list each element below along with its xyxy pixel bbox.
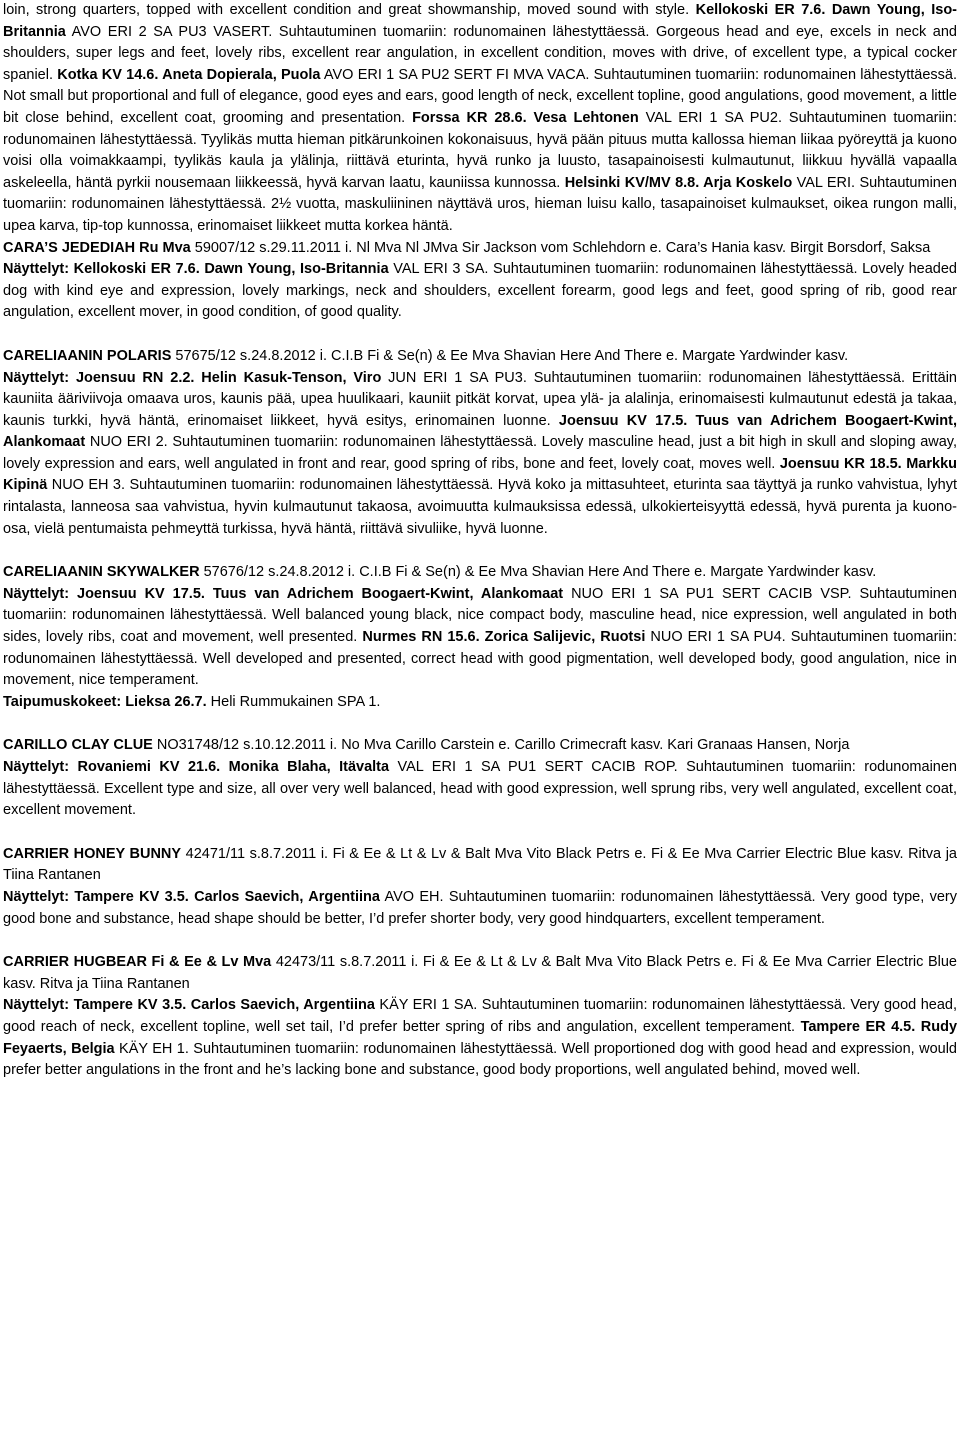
- bold-text-run: Nurmes RN 15.6. Zorica Salijevic, Ruotsi: [362, 629, 646, 646]
- text-run: NO31748/12 s.10.12.2011 i. No Mva Carillo Carstein e. Carillo Crimecraft kasv. Kari Granaas Hansen, Norja: [152, 737, 850, 754]
- text-paragraph: [3, 692, 957, 714]
- text-paragraph: [3, 584, 957, 692]
- bold-text-run: CARELIAANIN SKYWALKER: [3, 564, 200, 581]
- paragraph-gap: [3, 324, 957, 346]
- text-run: AVO EH. Suhtautuminen tuomariin: rodunomainen lähestyttäessä. Very good type, very good bone and substance, head shape should be better, I’d prefer shorter body, very good hindquarters, excellent temperament.: [3, 888, 958, 927]
- text-run: VAL ERI 1 SA PU1 SERT CACIB ROP. Suhtautuminen tuomariin: rodunomainen lähestyttäessä. Excellent type and size, all over very well balanced, head with good expression, well sprung ribs, very well angulated, excellent coat, excellent movement.: [3, 759, 957, 819]
- text-paragraph: [3, 757, 957, 822]
- paragraph-gap: [3, 540, 957, 562]
- bold-text-run: Kellokoski ER 7.6. Dawn Young, Iso-Britannia: [3, 2, 958, 40]
- paragraph-gap: [3, 822, 957, 844]
- bold-text-run: CARRIER HONEY BUNNY: [3, 845, 182, 862]
- bold-text-run: CARELIAANIN POLARIS: [3, 347, 172, 364]
- text-run: 42471/11 s.8.7.2011 i. Fi & Ee & Lt & Lv & Balt Mva Vito Black Petrs e. Fi & Ee Mva Carrier Electric Blue kasv. Ritva ja Tiina Rantanen: [3, 845, 957, 884]
- text-paragraph: [3, 0, 957, 238]
- bold-text-run: Helsinki KV/MV 8.8. Arja Koskelo: [564, 174, 793, 191]
- bold-text-run: Kotka KV 14.6. Aneta Dopierala, Puola: [57, 66, 321, 83]
- text-run: VAL ERI 1 SA PU2. Suhtautuminen tuomariin: rodunomainen lähestyttäessä. Tyylikäs mutta hieman pitkärunkoinen kokonaisuus, hyvä pään pituus mutta kallossa hieman liikaa pyöreyttä ja kuono voisi olla voimakkaampi, tyylikäs kaula ja ylälinja, riittävä eturinta, hyvä runko ja luusto, tasapainoisesti kulmautunut, liikkuu hyvällä vapaalla askeleella, häntä pyrkii nousemaan liikkeessä, hyvä karvan laatu, kauniissa kunnossa.: [3, 109, 957, 191]
- bold-text-run: Näyttelyt: Rovaniemi KV 21.6. Monika Blaha, Itävalta: [3, 759, 390, 775]
- text-paragraph: [3, 887, 957, 930]
- text-run: AVO ERI 1 SA PU2 SERT FI MVA VACA. Suhtautuminen tuomariin: rodunomainen lähestyttäessä. Not small but proportional and full of elegance, good eyes and ears, good length of neck, excellent topline, good angulations, good movement, a little bit close behind, excellent coat, grooming and presentation.: [3, 66, 958, 126]
- bold-text-run: Näyttelyt: Kellokoski ER 7.6. Dawn Young, Iso-Britannia: [3, 261, 389, 278]
- text-paragraph: [3, 259, 957, 324]
- text-run: JUN ERI 1 SA PU3. Suhtautuminen tuomariin: rodunomainen lähestyttäessä. Erittäin kauniita ääriviivoja omaava uros, kaunis pää, upea huulikaari, kauniit pitkät korvat, upea ylä- ja alalinja, erinomaisesti kulmautunut edestä ja takaa, kaunis turkki, hyvä häntä, erinomaiset liikkeet, hyvä esitys, erinomainen luonne.: [3, 369, 957, 429]
- text-paragraph: [3, 952, 957, 995]
- text-run: NUO ERI 1 SA PU4. Suhtautuminen tuomariin: rodunomainen lähestyttäessä. Well developed and presented, correct head with good pigmentation, well developed body, good angulation, nice in movement, nice temperament.: [3, 629, 957, 689]
- text-run: 57675/12 s.24.8.2012 i. C.I.B Fi & Se(n) & Ee Mva Shavian Here And There e. Margate Yardwinder kasv.: [171, 347, 849, 364]
- text-run: KÄY EH 1. Suhtautuminen tuomariin: rodunomainen lähestyttäessä. Well proportioned dog with good head and expression, would prefer better angulations in the front and he’s lacking bone and substance, good body proportions, well angulated behind, moved well.: [3, 1040, 957, 1079]
- bold-text-run: Taipumuskokeet: Lieksa 26.7.: [3, 693, 207, 710]
- text-paragraph: [3, 844, 957, 887]
- bold-text-run: Tampere ER 4.5. Rudy Feyaerts, Belgia: [3, 1018, 958, 1057]
- text-run: NUO EH 3. Suhtautuminen tuomariin: rodunomainen lähestyttäessä. Hyvä koko ja mittasuhteet, eturinta saa täyttyä ja runko vahvistua, lyhyt rintalasta, lanneosa saa vahvistua, hyvin kulmautunut takaosa, avoimuutta kulmauksissa edessä, ulkokierteisyyttä edessä, hyvä purenta ja kuono-osa, vielä pentumaista pehmeyttä turkissa, hyvä häntä, riittävä sivuliike, hyvä luonne.: [3, 477, 957, 537]
- text-run: Heli Rummukainen SPA 1.: [206, 693, 381, 710]
- text-run: NUO ERI 2. Suhtautuminen tuomariin: rodunomainen lähestyttäessä. Lovely masculine head, just a bit high in skull and sloping away, lovely expression and ears, well angulated in front and rear, good spring of ribs, bone and feet, lovely coat, moves well.: [3, 434, 957, 472]
- text-paragraph: [3, 995, 957, 1081]
- text-run: 59007/12 s.29.11.2011 i. Nl Mva Nl JMva Sir Jackson vom Schlehdorn e. Cara’s Hania kasv. Birgit Borsdorf, Saksa: [190, 239, 931, 256]
- bold-text-run: Näyttelyt: Tampere KV 3.5. Carlos Saevich, Argentiina: [3, 888, 380, 905]
- bold-text-run: CARRIER HUGBEAR Fi & Ee & Lv Mva: [3, 954, 272, 971]
- text-run: AVO ERI 2 SA PU3 VASERT. Suhtautuminen tuomariin: rodunomainen lähestyttäessä. Gorgeous head and eye, excels in neck and shoulders, super legs and feet, lovely ribs, excellent rear angulation, in excellent condition, moves with drive, of excellent type, a typical cocker spaniel.: [3, 23, 957, 83]
- text-paragraph: [3, 562, 957, 584]
- paragraph-gap: [3, 930, 957, 952]
- bold-text-run: CARA’S JEDEDIAH Ru Mva: [3, 239, 191, 256]
- bold-text-run: Forssa KR 28.6. Vesa Lehtonen: [412, 109, 639, 126]
- bold-text-run: Joensuu KV 17.5. Tuus van Adrichem Boogaert-Kwint, Alankomaat: [3, 412, 957, 451]
- bold-text-run: Näyttelyt: Tampere KV 3.5. Carlos Saevich, Argentiina: [3, 997, 375, 1014]
- text-run: 57676/12 s.24.8.2012 i. C.I.B Fi & Se(n) & Ee Mva Shavian Here And There e. Margate Yardwinder kasv.: [199, 564, 877, 581]
- text-paragraph: [3, 238, 957, 260]
- paragraph-gap: [3, 713, 957, 735]
- text-paragraph: [3, 735, 957, 757]
- bold-text-run: Joensuu KR 18.5. Markku Kipinä: [3, 455, 958, 494]
- bold-text-run: CARILLO CLAY CLUE: [3, 737, 153, 754]
- bold-text-run: Näyttelyt: Joensuu KV 17.5. Tuus van Adrichem Boogaert-Kwint, Alankomaat: [3, 585, 564, 602]
- text-run: VAL ERI. Suhtautuminen tuomariin: rodunomainen lähestyttäessä. 2½ vuotta, maskuliininen näyttävä uros, hieman luisu kallo, tasapainoiset kulmaukset, oikea rungon malli, upea karva, tip-top kunnossa, erinomaiset liikkeet mutta korkea häntä.: [3, 174, 957, 234]
- text-run: NUO ERI 1 SA PU1 SERT CACIB VSP. Suhtautuminen tuomariin: rodunomainen lähestyttäessä. Well balanced young black, nice compact body, masculine head, nice expression, well angulated in both sides, lovely ribs, coat and movement, well presented.: [3, 585, 957, 646]
- bold-text-run: Näyttelyt: Joensuu RN 2.2. Helin Kasuk-Tenson, Viro: [3, 369, 382, 386]
- text-run: 42473/11 s.8.7.2011 i. Fi & Ee & Lt & Lv & Balt Mva Vito Black Petrs e. Fi & Ee Mva Carrier Electric Blue kasv. Ritva ja Tiina Rantanen: [3, 954, 957, 992]
- text-paragraph: [3, 368, 957, 541]
- text-paragraph: [3, 346, 957, 368]
- text-run: loin, strong quarters, topped with excellent condition and great showmanship, moved sound with style.: [3, 2, 696, 18]
- text-run: VAL ERI 3 SA. Suhtautuminen tuomariin: rodunomainen lähestyttäessä. Lovely headed dog with kind eye and expression, lovely markings, neck and shoulders, excellent forearm, good legs and feet, good spring of rib, good rear angulation, excellent mover, in good condition, of good quality.: [3, 261, 958, 321]
- text-run: KÄY ERI 1 SA. Suhtautuminen tuomariin: rodunomainen lähestyttäessä. Very good head, good reach of neck, excellent topline, well set tail, I’d prefer better spring of ribs and angulation, excellent temperament.: [3, 997, 957, 1035]
